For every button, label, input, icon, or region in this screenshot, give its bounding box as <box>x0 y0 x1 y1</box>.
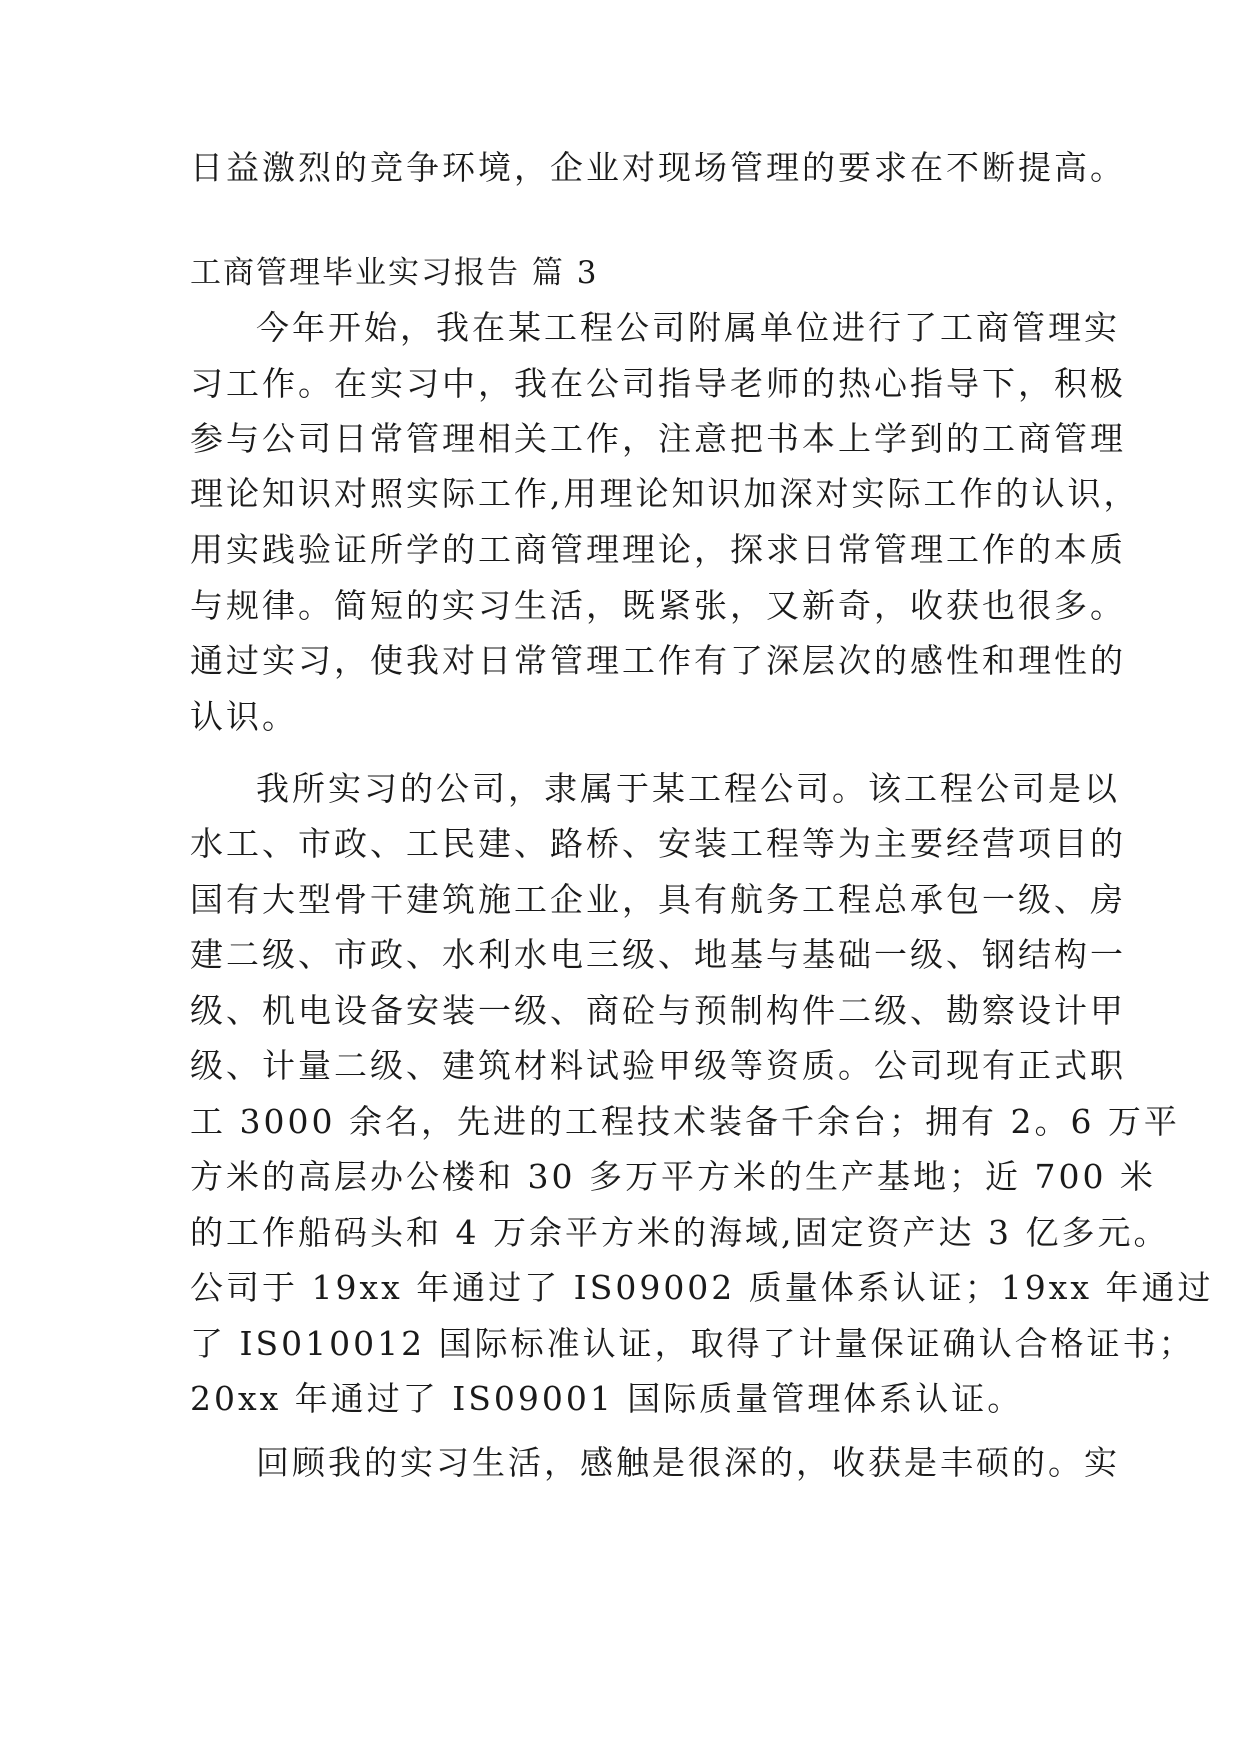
text-line: 回顾我的实习生活，感触是很深的，收获是丰硕的。实 <box>256 1443 1120 1482</box>
text-line: 20xx 年通过了 IS09001 国际质量管理体系认证。 <box>190 1379 1024 1418</box>
text-line: 公司于 19xx 年通过了 IS09002 质量体系认证；19xx 年通过 <box>190 1268 1214 1307</box>
text-line: 理论知识对照实际工作,用理论知识加深对实际工作的认识， <box>190 474 1140 513</box>
text-line: 级、机电设备安装一级、商砼与预制构件二级、勘察设计甲 <box>190 991 1126 1030</box>
text-line: 国有大型骨干建筑施工企业，具有航务工程总承包一级、房 <box>190 880 1126 919</box>
text-line: 我所实习的公司，隶属于某工程公司。该工程公司是以 <box>256 769 1120 808</box>
section-title: 工商管理毕业实习报告 篇 3 <box>190 255 599 291</box>
text-line: 参与公司日常管理相关工作，注意把书本上学到的工商管理 <box>190 419 1126 458</box>
text-line: 方米的高层办公楼和 30 多万平方米的生产基地；近 700 米 <box>190 1157 1156 1196</box>
text-line: 的工作船码头和 4 万余平方米的海域,固定资产达 3 亿多元。 <box>190 1213 1170 1252</box>
text-line: 工 3000 余名，先进的工程技术装备千余台；拥有 2。6 万平 <box>190 1102 1180 1141</box>
text-line: 与规律。简短的实习生活，既紧张，又新奇，收获也很多。 <box>190 586 1126 625</box>
text-line: 水工、市政、工民建、路桥、安装工程等为主要经营项目的 <box>190 824 1126 863</box>
text-line: 级、计量二级、建筑材料试验甲级等资质。公司现有正式职 <box>190 1046 1126 1085</box>
text-line: 了 IS010012 国际标准认证，取得了计量保证确认合格证书； <box>190 1324 1195 1363</box>
text-line: 今年开始，我在某工程公司附属单位进行了工商管理实 <box>256 308 1120 347</box>
text-line: 建二级、市政、水利水电三级、地基与基础一级、钢结构一 <box>190 935 1126 974</box>
text-line: 用实践验证所学的工商管理理论，探求日常管理工作的本质 <box>190 530 1126 569</box>
text-line: 认识。 <box>190 697 298 736</box>
text-line: 日益激烈的竞争环境，企业对现场管理的要求在不断提高。 <box>190 148 1126 187</box>
text-line: 通过实习，使我对日常管理工作有了深层次的感性和理性的 <box>190 641 1126 680</box>
text-line: 习工作。在实习中，我在公司指导老师的热心指导下，积极 <box>190 364 1126 403</box>
